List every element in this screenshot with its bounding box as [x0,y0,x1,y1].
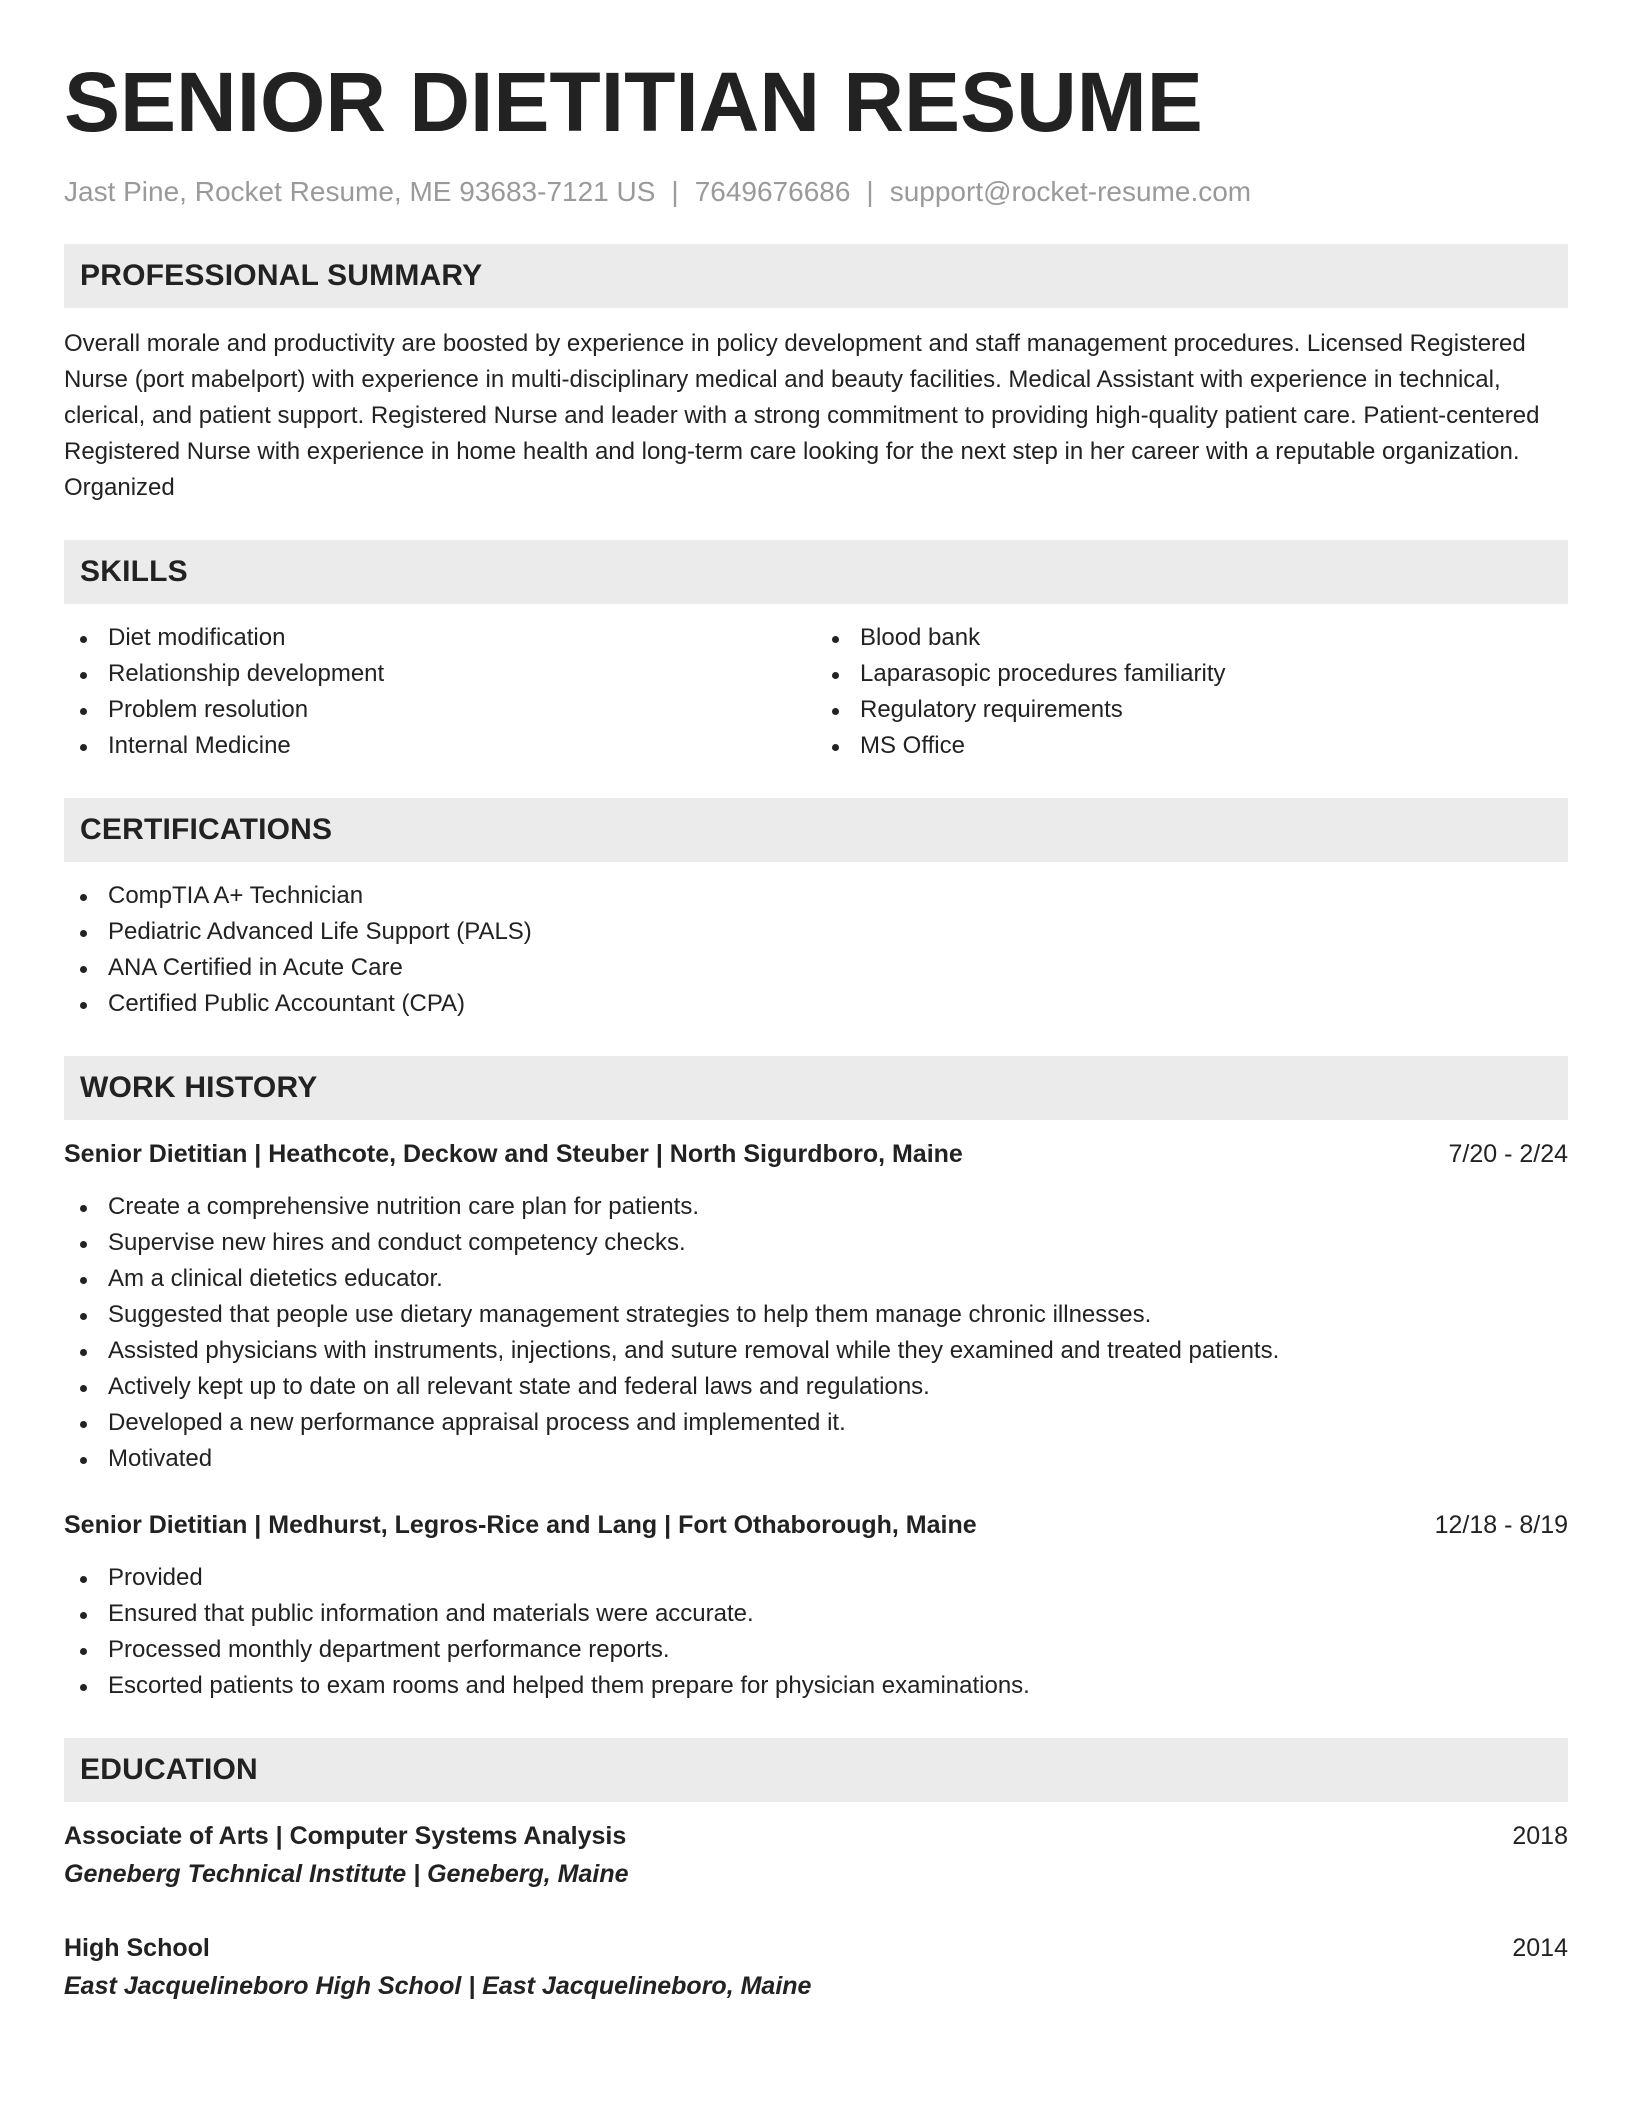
skills-list-right [816,620,1568,764]
job-duty: Supervise new hires and conduct competency checks. [64,1225,1568,1261]
job-duty: Am a clinical dietetics educator. [64,1261,1568,1297]
contact-separator: | [671,176,679,207]
contact-address: Jast Pine, Rocket Resume, ME 93683-7121 US [64,176,656,207]
skill-item: MS Office [816,728,1568,764]
education-degree: Associate of Arts | Computer Systems Analysis [64,1822,627,1850]
job-duty: Motivated [64,1441,1568,1477]
skills-section [64,540,1568,764]
education-entry [64,1818,1568,1894]
job-duty: Processed monthly department performance reports. [64,1632,1568,1668]
skill-item: Internal Medicine [64,728,816,764]
job-duties-list [64,1560,1568,1704]
work-history-section [64,1056,1568,1704]
job-duty: Create a comprehensive nutrition care plan for patients. [64,1189,1568,1225]
job-duty: Assisted physicians with instruments, injections, and suture removal while they examined and treated patients. [64,1333,1568,1369]
skill-item: Laparasopic procedures familiarity [816,656,1568,692]
job-duty: Provided [64,1560,1568,1596]
education-entry [64,1930,1568,2006]
summary-section [64,244,1568,506]
job-title: Senior Dietitian | Medhurst, Legros-Rice and Lang | Fort Othaborough, Maine [64,1511,977,1539]
skill-item: Blood bank [816,620,1568,656]
skills-list-left [64,620,816,764]
contact-phone: 7649676686 [694,176,851,207]
skill-item: Problem resolution [64,692,816,728]
job-duty: Actively kept up to date on all relevant state and federal laws and regulations. [64,1369,1568,1405]
job-entry [64,1507,1568,1704]
work-history-heading: WORK HISTORY [64,1056,1568,1120]
contact-separator: | [866,176,874,207]
certification-item: Pediatric Advanced Life Support (PALS) [64,914,1568,950]
certifications-heading: CERTIFICATIONS [64,798,1568,862]
education-school: Geneberg Technical Institute | Geneberg, Maine [64,1860,629,1888]
job-title: Senior Dietitian | Heathcote, Deckow and Steuber | North Sigurdboro, Maine [64,1140,963,1168]
certification-item: CompTIA A+ Technician [64,878,1568,914]
certifications-section [64,798,1568,1022]
education-year: 2014 [1512,1934,1568,1962]
summary-text: Overall morale and productivity are boosted by experience in policy development and staff management procedures. Licensed Registered Nurse (port mabelport) with experience in multi-disciplinary medical and beauty facilities. Medical Assistant with experience in technical, clerical, and patient support. Registered Nurse and leader with a strong commitment to providing high-quality patient care. Patient-centered Registered Nurse with experience in home health and long-term care looking for the next step in her career with a reputable organization. Organized [64,330,1540,501]
education-degree: High School [64,1934,210,1962]
job-duty: Escorted patients to exam rooms and helped them prepare for physician examinations. [64,1668,1568,1704]
contact-email: support@rocket-resume.com [889,176,1252,207]
contact-line [64,174,1568,210]
education-section [64,1738,1568,2006]
job-dates: 12/18 - 8/19 [1434,1511,1568,1539]
job-duty: Developed a new performance appraisal process and implemented it. [64,1405,1568,1441]
certification-item: Certified Public Accountant (CPA) [64,986,1568,1022]
skill-item: Regulatory requirements [816,692,1568,728]
job-entry [64,1136,1568,1477]
resume-title: SENIOR DIETITIAN RESUME [64,55,1203,149]
job-dates: 7/20 - 2/24 [1448,1140,1568,1168]
job-duties-list [64,1189,1568,1477]
certification-item: ANA Certified in Acute Care [64,950,1568,986]
skills-heading: SKILLS [64,540,1568,604]
summary-heading: PROFESSIONAL SUMMARY [64,244,1568,308]
education-year: 2018 [1512,1822,1568,1850]
job-duty: Suggested that people use dietary management strategies to help them manage chronic illnesses. [64,1297,1568,1333]
skill-item: Diet modification [64,620,816,656]
certifications-list [64,878,1568,1022]
education-school: East Jacquelineboro High School | East Jacquelineboro, Maine [64,1972,812,2000]
skill-item: Relationship development [64,656,816,692]
education-heading: EDUCATION [64,1738,1568,1802]
job-duty: Ensured that public information and materials were accurate. [64,1596,1568,1632]
